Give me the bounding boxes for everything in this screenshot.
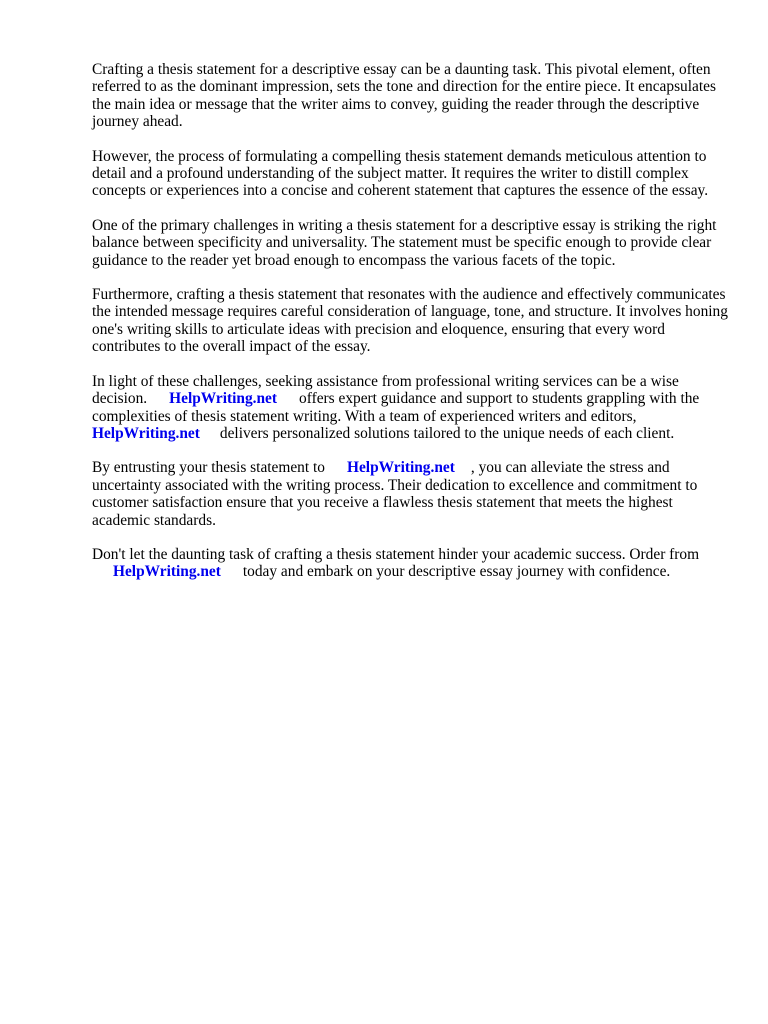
- paragraph-order-text-2: today and embark on your descriptive essay journey with confidence.: [242, 563, 671, 581]
- helpwriting-link-3[interactable]: HelpWriting.net: [346, 459, 455, 477]
- helpwriting-link-4[interactable]: HelpWriting.net: [113, 563, 221, 581]
- paragraph-assistance-text-2: offers expert guidance and support to students grappling with the complexities of thesis statement writing. With a team of experienced writers and editors,: [92, 390, 700, 425]
- paragraph-process: However, the process of formulating a compelling thesis statement demands meticulous attention to detail and a profound understanding of the subject matter. It requires the writer to distill complex concepts or experiences into a concise and coherent statement that captures the essence of the essay.: [92, 147, 709, 200]
- paragraph-intro: Crafting a thesis statement for a descriptive essay can be a daunting task. This pivotal element, often referred to as the dominant impression, sets the tone and direction for the entire piece. It encapsulates the main idea or message that the writer aims to convey, guiding the reader through the descriptive journey ahead.: [92, 61, 716, 131]
- paragraph-furthermore: Furthermore, crafting a thesis statement that resonates with the audience and effectively communicates the intended message requires careful consideration of language, tone, and structure. It involves honing one's writing skills to articulate ideas with precision and eloquence, ensuring that every word contributes to the overall impact of the essay.: [92, 286, 728, 356]
- paragraph-entrusting-text-2: , you can alleviate the stress and uncertainty associated with the writing process. Their dedication to excellence and commitment to customer satisfaction ensure that you receive a flawless thesis statement that meets the highest academic standards.: [92, 459, 698, 529]
- paragraph-entrusting-text-1: By entrusting your thesis statement to: [92, 459, 325, 477]
- paragraph-assistance-text-1: In light of these challenges, seeking assistance from professional writing services can be a wise decision.: [92, 372, 679, 408]
- paragraph-entrusting: [92, 459, 732, 529]
- paragraph-assistance-text-3: delivers personalized solutions tailored to the unique needs of each client.: [219, 424, 675, 442]
- paragraph-order-text-1: Don't let the daunting task of crafting a thesis statement hinder your academic success. Order from: [92, 545, 700, 563]
- paragraph-order: [92, 546, 732, 581]
- paragraph-assistance: [92, 373, 732, 443]
- paragraph-challenges: One of the primary challenges in writing a thesis statement for a descriptive essay is striking the right balance between specificity and universality. The statement must be specific enough to provide clear guidance to the reader yet broad enough to encompass the various facets of the topic.: [92, 216, 717, 269]
- document-page: [92, 61, 732, 598]
- helpwriting-link-2[interactable]: HelpWriting.net: [92, 424, 200, 442]
- helpwriting-link-1[interactable]: HelpWriting.net: [169, 390, 278, 408]
